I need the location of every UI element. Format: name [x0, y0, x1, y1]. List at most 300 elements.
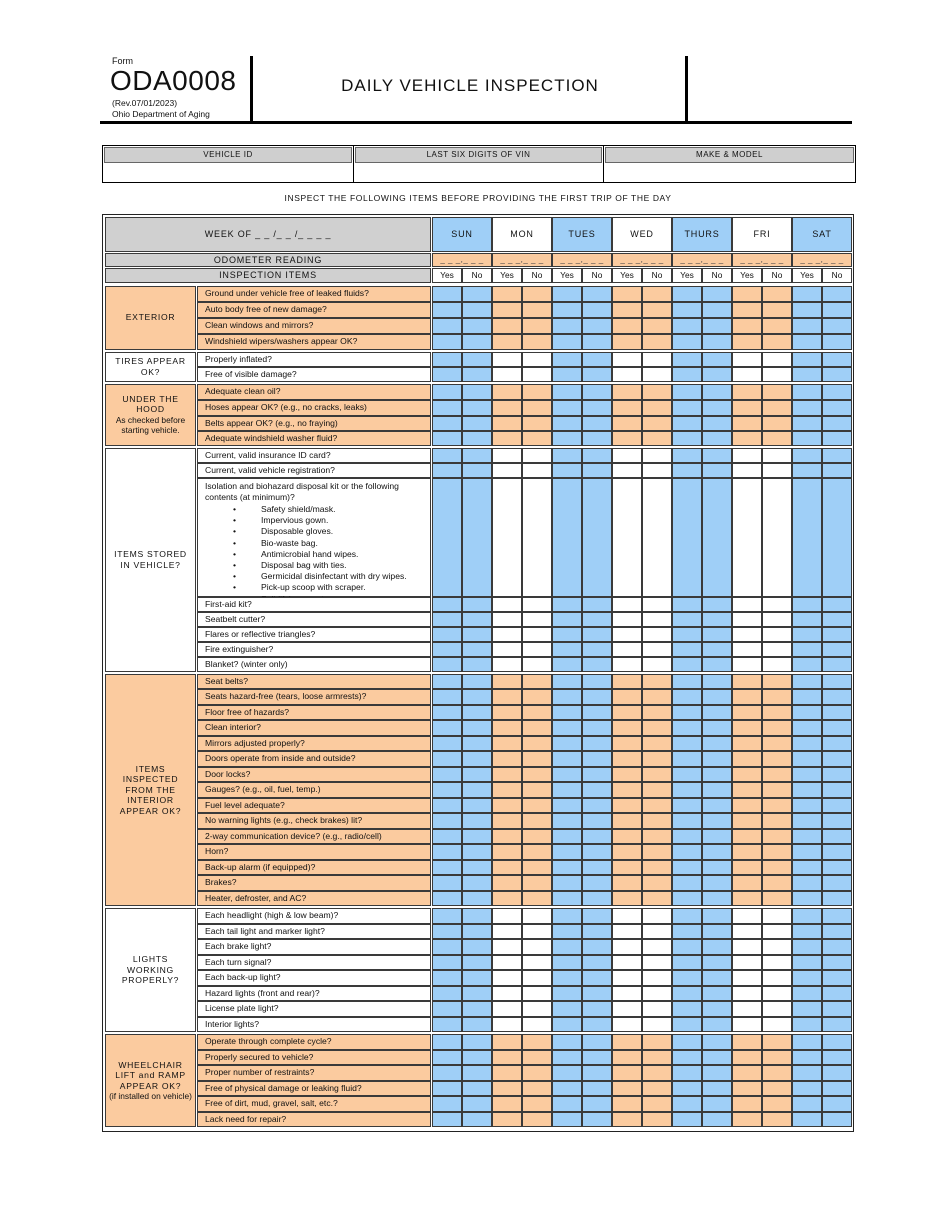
yes-checkbox[interactable]	[732, 720, 762, 736]
no-checkbox[interactable]	[702, 1065, 732, 1081]
no-checkbox[interactable]	[702, 627, 732, 642]
no-checkbox[interactable]	[822, 416, 852, 431]
yes-checkbox[interactable]	[672, 860, 702, 876]
no-checkbox[interactable]	[822, 318, 852, 334]
yes-checkbox[interactable]	[672, 627, 702, 642]
yes-checkbox[interactable]	[552, 448, 582, 463]
yes-checkbox[interactable]	[672, 286, 702, 302]
no-checkbox[interactable]	[462, 689, 492, 705]
no-checkbox[interactable]	[462, 751, 492, 767]
no-checkbox[interactable]	[462, 986, 492, 1002]
yes-checkbox[interactable]	[672, 736, 702, 752]
yes-checkbox[interactable]	[792, 1017, 822, 1033]
yes-checkbox[interactable]	[612, 1017, 642, 1033]
no-checkbox[interactable]	[762, 705, 792, 721]
yes-checkbox[interactable]	[612, 352, 642, 367]
no-checkbox[interactable]	[522, 1017, 552, 1033]
no-checkbox[interactable]	[462, 1050, 492, 1066]
no-checkbox[interactable]	[762, 720, 792, 736]
yes-checkbox[interactable]	[552, 612, 582, 627]
no-checkbox[interactable]	[702, 891, 732, 907]
no-checkbox[interactable]	[762, 782, 792, 798]
yes-checkbox[interactable]	[792, 875, 822, 891]
yes-checkbox[interactable]	[792, 939, 822, 955]
yes-checkbox[interactable]	[612, 431, 642, 446]
yes-checkbox[interactable]	[612, 674, 642, 690]
yes-checkbox[interactable]	[732, 384, 762, 400]
no-checkbox[interactable]	[462, 891, 492, 907]
no-checkbox[interactable]	[762, 478, 792, 597]
yes-checkbox[interactable]	[792, 286, 822, 302]
yes-checkbox[interactable]	[792, 1081, 822, 1097]
yes-checkbox[interactable]	[552, 767, 582, 783]
no-checkbox[interactable]	[762, 416, 792, 431]
yes-checkbox[interactable]	[672, 986, 702, 1002]
yes-checkbox[interactable]	[552, 844, 582, 860]
yes-checkbox[interactable]	[552, 431, 582, 446]
no-checkbox[interactable]	[642, 1017, 672, 1033]
yes-checkbox[interactable]	[792, 924, 822, 940]
no-checkbox[interactable]	[522, 1034, 552, 1050]
yes-checkbox[interactable]	[672, 1096, 702, 1112]
yes-checkbox[interactable]	[432, 782, 462, 798]
yes-checkbox[interactable]	[492, 924, 522, 940]
yes-checkbox[interactable]	[672, 463, 702, 478]
yes-checkbox[interactable]	[552, 1096, 582, 1112]
yes-checkbox[interactable]	[612, 1112, 642, 1128]
no-checkbox[interactable]	[822, 798, 852, 814]
yes-checkbox[interactable]	[732, 782, 762, 798]
no-checkbox[interactable]	[762, 1017, 792, 1033]
no-checkbox[interactable]	[822, 844, 852, 860]
yes-checkbox[interactable]	[432, 642, 462, 657]
no-checkbox[interactable]	[822, 612, 852, 627]
yes-checkbox[interactable]	[492, 367, 522, 382]
no-checkbox[interactable]	[702, 642, 732, 657]
yes-checkbox[interactable]	[432, 1112, 462, 1128]
yes-checkbox[interactable]	[672, 318, 702, 334]
no-checkbox[interactable]	[702, 908, 732, 924]
no-checkbox[interactable]	[462, 860, 492, 876]
no-checkbox[interactable]	[522, 597, 552, 612]
yes-checkbox[interactable]	[672, 1034, 702, 1050]
yes-checkbox[interactable]	[732, 674, 762, 690]
yes-checkbox[interactable]	[732, 612, 762, 627]
yes-checkbox[interactable]	[672, 334, 702, 350]
yes-checkbox[interactable]	[732, 908, 762, 924]
no-checkbox[interactable]	[582, 924, 612, 940]
no-checkbox[interactable]	[822, 302, 852, 318]
yes-checkbox[interactable]	[432, 875, 462, 891]
yes-checkbox[interactable]	[492, 860, 522, 876]
yes-checkbox[interactable]	[672, 384, 702, 400]
yes-checkbox[interactable]	[492, 798, 522, 814]
no-checkbox[interactable]	[522, 813, 552, 829]
yes-checkbox[interactable]	[612, 767, 642, 783]
no-checkbox[interactable]	[522, 939, 552, 955]
no-checkbox[interactable]	[702, 751, 732, 767]
no-checkbox[interactable]	[762, 891, 792, 907]
no-checkbox[interactable]	[582, 367, 612, 382]
no-checkbox[interactable]	[462, 875, 492, 891]
no-checkbox[interactable]	[702, 720, 732, 736]
no-checkbox[interactable]	[762, 908, 792, 924]
no-checkbox[interactable]	[522, 1001, 552, 1017]
no-checkbox[interactable]	[702, 1034, 732, 1050]
no-checkbox[interactable]	[822, 478, 852, 597]
no-checkbox[interactable]	[462, 674, 492, 690]
yes-checkbox[interactable]	[792, 720, 822, 736]
yes-checkbox[interactable]	[672, 705, 702, 721]
no-checkbox[interactable]	[582, 478, 612, 597]
yes-checkbox[interactable]	[792, 751, 822, 767]
no-checkbox[interactable]	[462, 720, 492, 736]
yes-checkbox[interactable]	[732, 860, 762, 876]
yes-checkbox[interactable]	[552, 1065, 582, 1081]
no-checkbox[interactable]	[582, 463, 612, 478]
no-checkbox[interactable]	[642, 767, 672, 783]
yes-checkbox[interactable]	[732, 478, 762, 597]
no-checkbox[interactable]	[762, 798, 792, 814]
no-checkbox[interactable]	[582, 939, 612, 955]
no-checkbox[interactable]	[702, 286, 732, 302]
no-checkbox[interactable]	[822, 970, 852, 986]
no-checkbox[interactable]	[762, 1050, 792, 1066]
no-checkbox[interactable]	[582, 416, 612, 431]
yes-checkbox[interactable]	[552, 627, 582, 642]
yes-checkbox[interactable]	[432, 767, 462, 783]
yes-checkbox[interactable]	[492, 720, 522, 736]
no-checkbox[interactable]	[522, 627, 552, 642]
yes-checkbox[interactable]	[552, 1112, 582, 1128]
no-checkbox[interactable]	[762, 970, 792, 986]
yes-checkbox[interactable]	[492, 400, 522, 416]
yes-checkbox[interactable]	[672, 674, 702, 690]
no-checkbox[interactable]	[522, 416, 552, 431]
no-checkbox[interactable]	[822, 767, 852, 783]
no-checkbox[interactable]	[762, 924, 792, 940]
yes-checkbox[interactable]	[492, 751, 522, 767]
yes-checkbox[interactable]	[612, 875, 642, 891]
yes-checkbox[interactable]	[672, 612, 702, 627]
yes-checkbox[interactable]	[732, 751, 762, 767]
no-checkbox[interactable]	[522, 924, 552, 940]
yes-checkbox[interactable]	[612, 1081, 642, 1097]
yes-checkbox[interactable]	[612, 627, 642, 642]
yes-checkbox[interactable]	[672, 1081, 702, 1097]
no-checkbox[interactable]	[762, 286, 792, 302]
yes-checkbox[interactable]	[432, 689, 462, 705]
no-checkbox[interactable]	[582, 627, 612, 642]
no-checkbox[interactable]	[822, 813, 852, 829]
no-checkbox[interactable]	[462, 352, 492, 367]
no-checkbox[interactable]	[522, 1050, 552, 1066]
no-checkbox[interactable]	[582, 908, 612, 924]
yes-checkbox[interactable]	[492, 1096, 522, 1112]
yes-checkbox[interactable]	[792, 463, 822, 478]
yes-checkbox[interactable]	[672, 970, 702, 986]
yes-checkbox[interactable]	[732, 400, 762, 416]
yes-checkbox[interactable]	[792, 597, 822, 612]
yes-checkbox[interactable]	[612, 416, 642, 431]
yes-checkbox[interactable]	[792, 782, 822, 798]
yes-checkbox[interactable]	[492, 829, 522, 845]
yes-checkbox[interactable]	[432, 612, 462, 627]
yes-checkbox[interactable]	[792, 736, 822, 752]
yes-checkbox[interactable]	[432, 1065, 462, 1081]
no-checkbox[interactable]	[462, 448, 492, 463]
no-checkbox[interactable]	[642, 642, 672, 657]
yes-checkbox[interactable]	[732, 597, 762, 612]
no-checkbox[interactable]	[462, 612, 492, 627]
no-checkbox[interactable]	[462, 400, 492, 416]
no-checkbox[interactable]	[582, 642, 612, 657]
yes-checkbox[interactable]	[732, 642, 762, 657]
no-checkbox[interactable]	[642, 875, 672, 891]
yes-checkbox[interactable]	[792, 908, 822, 924]
no-checkbox[interactable]	[822, 689, 852, 705]
yes-checkbox[interactable]	[792, 891, 822, 907]
no-checkbox[interactable]	[762, 875, 792, 891]
yes-checkbox[interactable]	[432, 1050, 462, 1066]
yes-checkbox[interactable]	[432, 1096, 462, 1112]
no-checkbox[interactable]	[462, 1081, 492, 1097]
no-checkbox[interactable]	[642, 986, 672, 1002]
yes-checkbox[interactable]	[552, 334, 582, 350]
yes-checkbox[interactable]	[792, 318, 822, 334]
yes-checkbox[interactable]	[792, 970, 822, 986]
yes-checkbox[interactable]	[792, 1001, 822, 1017]
no-checkbox[interactable]	[642, 334, 672, 350]
yes-checkbox[interactable]	[672, 448, 702, 463]
no-checkbox[interactable]	[642, 1034, 672, 1050]
no-checkbox[interactable]	[582, 860, 612, 876]
yes-checkbox[interactable]	[612, 751, 642, 767]
yes-checkbox[interactable]	[552, 674, 582, 690]
no-checkbox[interactable]	[642, 844, 672, 860]
no-checkbox[interactable]	[642, 860, 672, 876]
yes-checkbox[interactable]	[552, 597, 582, 612]
yes-checkbox[interactable]	[672, 875, 702, 891]
no-checkbox[interactable]	[522, 431, 552, 446]
no-checkbox[interactable]	[582, 352, 612, 367]
yes-checkbox[interactable]	[612, 597, 642, 612]
no-checkbox[interactable]	[702, 970, 732, 986]
yes-checkbox[interactable]	[552, 955, 582, 971]
yes-checkbox[interactable]	[612, 286, 642, 302]
no-checkbox[interactable]	[762, 384, 792, 400]
yes-checkbox[interactable]	[612, 939, 642, 955]
yes-checkbox[interactable]	[732, 891, 762, 907]
no-checkbox[interactable]	[642, 657, 672, 672]
no-checkbox[interactable]	[642, 286, 672, 302]
no-checkbox[interactable]	[642, 431, 672, 446]
yes-checkbox[interactable]	[432, 1001, 462, 1017]
no-checkbox[interactable]	[462, 416, 492, 431]
no-checkbox[interactable]	[462, 1034, 492, 1050]
yes-checkbox[interactable]	[432, 463, 462, 478]
no-checkbox[interactable]	[762, 1065, 792, 1081]
no-checkbox[interactable]	[702, 463, 732, 478]
yes-checkbox[interactable]	[732, 627, 762, 642]
yes-checkbox[interactable]	[492, 597, 522, 612]
yes-checkbox[interactable]	[792, 1096, 822, 1112]
no-checkbox[interactable]	[702, 875, 732, 891]
no-checkbox[interactable]	[702, 924, 732, 940]
yes-checkbox[interactable]	[792, 612, 822, 627]
yes-checkbox[interactable]	[492, 448, 522, 463]
yes-checkbox[interactable]	[612, 642, 642, 657]
yes-checkbox[interactable]	[732, 286, 762, 302]
no-checkbox[interactable]	[642, 939, 672, 955]
yes-checkbox[interactable]	[432, 674, 462, 690]
yes-checkbox[interactable]	[432, 955, 462, 971]
yes-checkbox[interactable]	[552, 1050, 582, 1066]
no-checkbox[interactable]	[642, 908, 672, 924]
no-checkbox[interactable]	[702, 612, 732, 627]
no-checkbox[interactable]	[762, 860, 792, 876]
yes-checkbox[interactable]	[432, 1081, 462, 1097]
yes-checkbox[interactable]	[492, 674, 522, 690]
yes-checkbox[interactable]	[432, 798, 462, 814]
no-checkbox[interactable]	[582, 782, 612, 798]
no-checkbox[interactable]	[522, 751, 552, 767]
no-checkbox[interactable]	[702, 986, 732, 1002]
yes-checkbox[interactable]	[672, 767, 702, 783]
yes-checkbox[interactable]	[432, 431, 462, 446]
yes-checkbox[interactable]	[432, 751, 462, 767]
yes-checkbox[interactable]	[552, 751, 582, 767]
yes-checkbox[interactable]	[612, 924, 642, 940]
yes-checkbox[interactable]	[672, 1050, 702, 1066]
yes-checkbox[interactable]	[732, 657, 762, 672]
no-checkbox[interactable]	[462, 302, 492, 318]
no-checkbox[interactable]	[702, 367, 732, 382]
yes-checkbox[interactable]	[732, 939, 762, 955]
yes-checkbox[interactable]	[552, 286, 582, 302]
yes-checkbox[interactable]	[672, 720, 702, 736]
yes-checkbox[interactable]	[732, 875, 762, 891]
yes-checkbox[interactable]	[432, 448, 462, 463]
no-checkbox[interactable]	[522, 463, 552, 478]
yes-checkbox[interactable]	[492, 463, 522, 478]
no-checkbox[interactable]	[762, 448, 792, 463]
no-checkbox[interactable]	[702, 798, 732, 814]
no-checkbox[interactable]	[642, 736, 672, 752]
yes-checkbox[interactable]	[612, 986, 642, 1002]
yes-checkbox[interactable]	[552, 1001, 582, 1017]
no-checkbox[interactable]	[702, 767, 732, 783]
yes-checkbox[interactable]	[492, 1001, 522, 1017]
no-checkbox[interactable]	[642, 302, 672, 318]
yes-checkbox[interactable]	[672, 908, 702, 924]
no-checkbox[interactable]	[762, 657, 792, 672]
yes-checkbox[interactable]	[492, 657, 522, 672]
yes-checkbox[interactable]	[792, 642, 822, 657]
no-checkbox[interactable]	[642, 689, 672, 705]
no-checkbox[interactable]	[582, 674, 612, 690]
yes-checkbox[interactable]	[612, 448, 642, 463]
no-checkbox[interactable]	[702, 736, 732, 752]
no-checkbox[interactable]	[642, 1001, 672, 1017]
no-checkbox[interactable]	[462, 657, 492, 672]
yes-checkbox[interactable]	[732, 318, 762, 334]
no-checkbox[interactable]	[642, 1096, 672, 1112]
no-checkbox[interactable]	[762, 1112, 792, 1128]
no-checkbox[interactable]	[822, 736, 852, 752]
odometer-field[interactable]: _ _ _,_ _ _	[732, 253, 792, 268]
odometer-field[interactable]: _ _ _,_ _ _	[552, 253, 612, 268]
yes-checkbox[interactable]	[432, 705, 462, 721]
make-model-field[interactable]	[604, 164, 855, 180]
no-checkbox[interactable]	[762, 367, 792, 382]
yes-checkbox[interactable]	[672, 924, 702, 940]
no-checkbox[interactable]	[522, 384, 552, 400]
odometer-field[interactable]: _ _ _,_ _ _	[612, 253, 672, 268]
no-checkbox[interactable]	[582, 334, 612, 350]
no-checkbox[interactable]	[582, 767, 612, 783]
yes-checkbox[interactable]	[492, 891, 522, 907]
no-checkbox[interactable]	[702, 705, 732, 721]
no-checkbox[interactable]	[462, 782, 492, 798]
yes-checkbox[interactable]	[732, 986, 762, 1002]
yes-checkbox[interactable]	[732, 829, 762, 845]
yes-checkbox[interactable]	[732, 955, 762, 971]
no-checkbox[interactable]	[822, 908, 852, 924]
yes-checkbox[interactable]	[672, 400, 702, 416]
no-checkbox[interactable]	[582, 1065, 612, 1081]
no-checkbox[interactable]	[762, 334, 792, 350]
no-checkbox[interactable]	[762, 1081, 792, 1097]
yes-checkbox[interactable]	[792, 416, 822, 431]
yes-checkbox[interactable]	[672, 352, 702, 367]
vehicle-id-field[interactable]	[103, 164, 353, 180]
no-checkbox[interactable]	[522, 782, 552, 798]
no-checkbox[interactable]	[582, 720, 612, 736]
yes-checkbox[interactable]	[612, 318, 642, 334]
yes-checkbox[interactable]	[732, 1112, 762, 1128]
yes-checkbox[interactable]	[612, 891, 642, 907]
no-checkbox[interactable]	[522, 705, 552, 721]
yes-checkbox[interactable]	[552, 813, 582, 829]
yes-checkbox[interactable]	[432, 367, 462, 382]
no-checkbox[interactable]	[822, 400, 852, 416]
no-checkbox[interactable]	[522, 657, 552, 672]
no-checkbox[interactable]	[822, 875, 852, 891]
yes-checkbox[interactable]	[792, 986, 822, 1002]
yes-checkbox[interactable]	[552, 782, 582, 798]
no-checkbox[interactable]	[762, 463, 792, 478]
no-checkbox[interactable]	[522, 302, 552, 318]
yes-checkbox[interactable]	[492, 875, 522, 891]
yes-checkbox[interactable]	[612, 400, 642, 416]
no-checkbox[interactable]	[522, 970, 552, 986]
yes-checkbox[interactable]	[492, 1050, 522, 1066]
yes-checkbox[interactable]	[492, 986, 522, 1002]
no-checkbox[interactable]	[462, 367, 492, 382]
yes-checkbox[interactable]	[612, 478, 642, 597]
yes-checkbox[interactable]	[672, 478, 702, 597]
no-checkbox[interactable]	[462, 431, 492, 446]
no-checkbox[interactable]	[642, 720, 672, 736]
no-checkbox[interactable]	[762, 751, 792, 767]
yes-checkbox[interactable]	[732, 352, 762, 367]
no-checkbox[interactable]	[582, 1096, 612, 1112]
no-checkbox[interactable]	[462, 798, 492, 814]
yes-checkbox[interactable]	[492, 642, 522, 657]
no-checkbox[interactable]	[522, 478, 552, 597]
no-checkbox[interactable]	[582, 597, 612, 612]
